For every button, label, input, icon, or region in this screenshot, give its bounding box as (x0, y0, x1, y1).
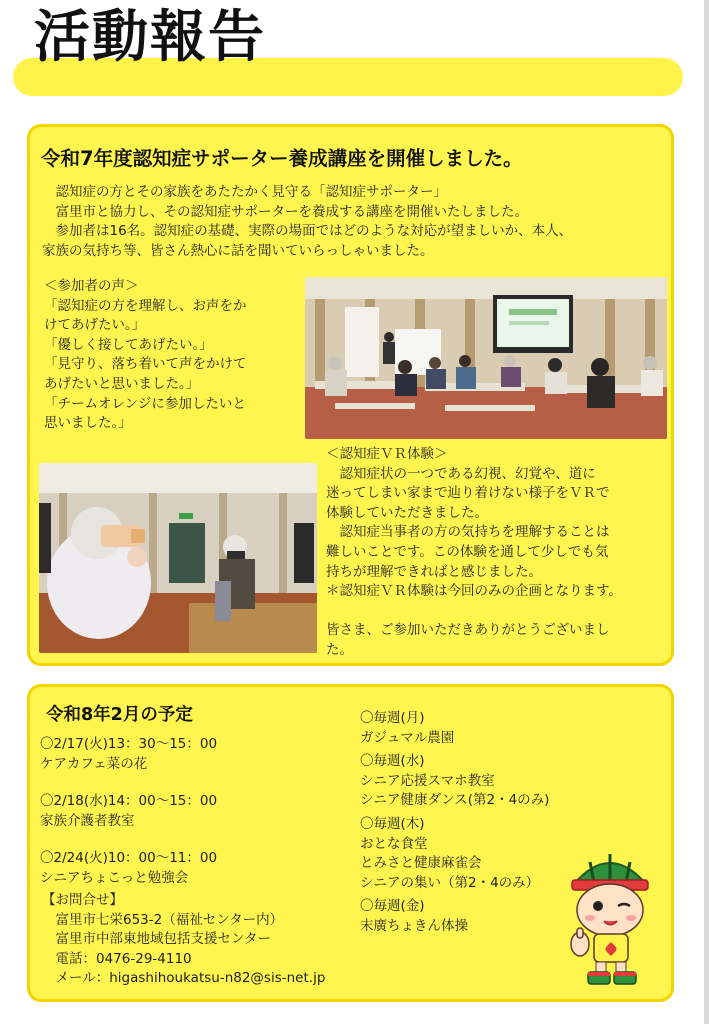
contact-org: 富里市中部東地域包括支援センター (55, 931, 271, 948)
weekly-day: 〇毎週(水) (360, 753, 425, 770)
weekly-item (360, 752, 610, 811)
voice-line: 思いました。」 (44, 415, 132, 432)
event-item (40, 849, 360, 888)
voice-line: けてあげたい。」 (44, 317, 146, 334)
thanks-line: 皆さま、ご参加いただきありがとうございまし (326, 622, 610, 639)
event-name: ケアカフェ菜の花 (40, 755, 148, 772)
report-intro (42, 183, 670, 261)
thanks-line: た。 (326, 641, 353, 658)
weekly-activity: シニア健康ダンス(第2・4のみ) (360, 792, 550, 809)
vr-title: ＜認知症ＶＲ体験＞ (326, 446, 448, 462)
contact-phone[interactable]: 電話：0476-29-4110 (55, 950, 192, 967)
lecture-photo (305, 277, 667, 439)
event-item (40, 735, 360, 774)
event-list (40, 735, 360, 907)
vr-line: 認知症状の一つである幻視、幻覚や、道に (339, 465, 596, 482)
page-title: 活動報告 (34, 5, 266, 70)
contact-email[interactable]: メール：higashihoukatsu-n82@sis-net.jp (55, 970, 326, 987)
contact-title: 【お問合せ】 (42, 892, 123, 908)
page-edge (704, 0, 709, 1024)
weekly-activity: とみさと健康麻雀会 (360, 855, 482, 872)
event-datetime: 〇2/24(火)10：00～11：00 (40, 850, 218, 867)
weekly-activity: ガジュマル農園 (360, 729, 455, 746)
weekly-item (360, 709, 610, 748)
voice-line: 「見守り、落ち着いて声をかけて (44, 356, 247, 373)
vr-experience-text (326, 445, 672, 661)
voice-line: 「優しく接してあげたい。」 (44, 336, 213, 353)
vr-line: 持ちが理解できればと感じました。 (326, 563, 542, 580)
weekly-activity: おとな食堂 (360, 835, 428, 852)
schedule-heading: 令和8年2月の予定 (46, 705, 193, 725)
watermelon-mascot-illustration (560, 848, 660, 988)
intro-line: 参加者は16名。認知症の基礎、実際の場面ではどのような対応が望ましいか、本人、 (55, 223, 573, 240)
event-name: シニアちょこっと勉強会 (40, 869, 189, 886)
intro-line: 家族の気持ち等、皆さん熱心に話を聞いていらっしゃいました。 (42, 242, 434, 259)
intro-line: 認知症の方とその家族をあたたかく見守る「認知症サポーター」 (55, 184, 447, 200)
voice-line: 「チームオレンジに参加したいと (44, 395, 246, 412)
participant-voices (44, 277, 294, 434)
voice-line: あげたいと思いました。」 (44, 375, 200, 392)
event-item (40, 792, 360, 831)
voices-title: ＜参加者の声＞ (44, 278, 139, 294)
vr-experience-photo (39, 463, 317, 653)
voice-line: 「認知症の方を理解し、お声をか (44, 297, 247, 314)
contact-address: 富里市七栄653-2（福祉センター内） (55, 911, 284, 928)
event-name: 家族介護者教室 (40, 812, 135, 829)
event-datetime: 〇2/17(火)13：30～15：00 (40, 736, 218, 752)
weekly-activity: シニア応援スマホ教室 (360, 772, 495, 789)
report-heading: 令和7年度認知症サポーター養成講座を開催しました。 (41, 147, 523, 170)
weekly-activity: 末廣ちょきん体操 (360, 917, 468, 934)
weekly-day: 〇毎週(月) (360, 710, 425, 726)
vr-line: 迷ってしまい家まで辿り着けない様子をＶＲで (326, 485, 610, 502)
vr-line: 体験していただきました。 (326, 504, 488, 521)
weekly-day: 〇毎週(金) (360, 898, 425, 915)
event-datetime: 〇2/18(水)14：00～15：00 (40, 793, 218, 810)
vr-note: ＊認知症ＶＲ体験は今回のみの企画となります。 (326, 583, 622, 600)
contact-info (42, 891, 382, 989)
report-panel (27, 124, 674, 666)
weekly-day: 〇毎週(木) (360, 815, 425, 832)
vr-line: 認知症当事者の方の気持ちを理解することは (339, 524, 610, 541)
weekly-activity: シニアの集い（第2・4のみ） (360, 874, 540, 891)
intro-line: 富里市と協力し、その認知症サポーターを養成する講座を開催いたしました。 (55, 203, 528, 220)
vr-line: 難しいことです。この体験を通して少しでも気 (326, 543, 609, 560)
